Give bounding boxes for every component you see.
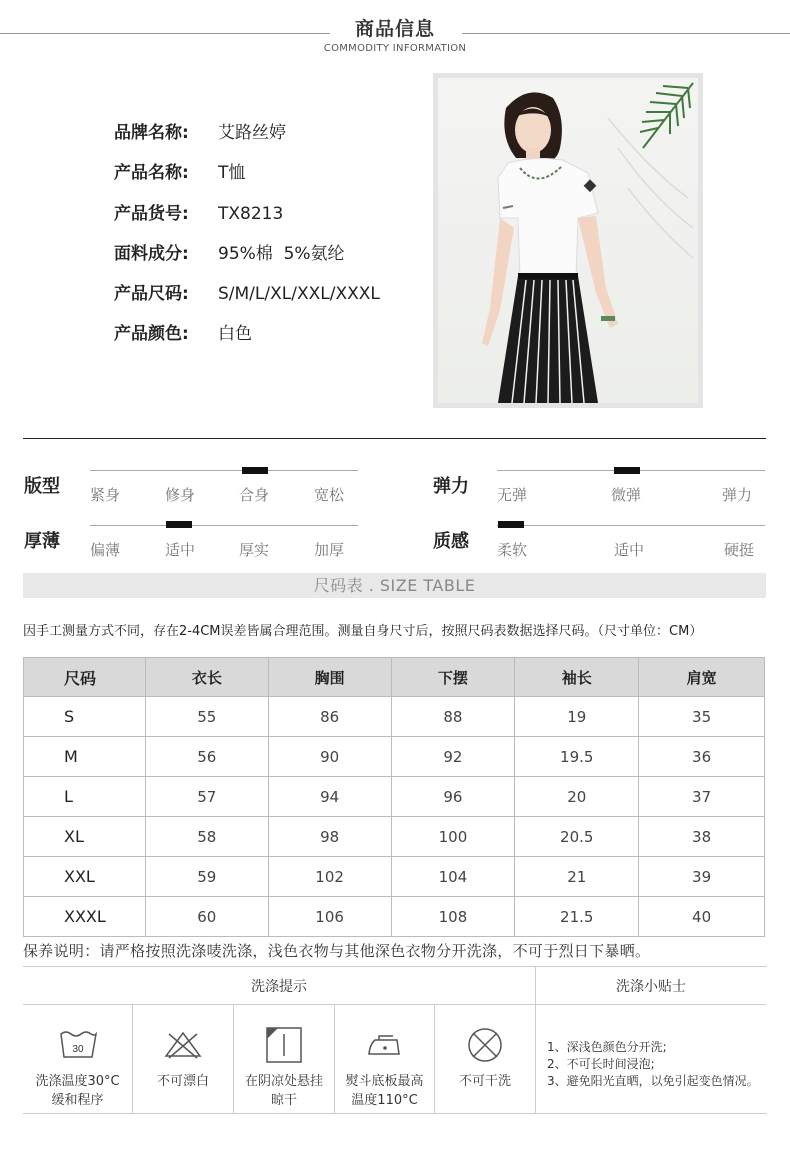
info-value: TX8213 [218,204,284,224]
size-table-header: 衣长 [145,658,268,697]
wash-temp: 30 [71,1044,84,1055]
info-value: 95%棉 5%氨纶 [218,244,345,264]
wash-tip: 1、深浅色颜色分开洗; [547,1040,667,1054]
size-cell: 35 [639,697,765,737]
size-cell: 59 [145,857,268,897]
wash-label [23,1072,132,1110]
info-sizes [114,279,380,304]
table-row [24,697,765,737]
wash-border-top [23,966,766,967]
wash-label [133,1072,233,1091]
attr-texture-option: 硬挺 [724,541,755,559]
attr-elasticity-option: 弹力 [722,486,753,504]
size-cell: S [24,697,146,737]
attr-fit-option: 修身 [165,486,196,504]
attr-fit-option: 宽松 [314,486,345,504]
size-cell: 94 [268,777,391,817]
info-label: 产品货号: [114,204,189,224]
attr-elasticity-title: 弹力 [433,476,469,497]
size-table-header: 肩宽 [639,658,765,697]
size-cell: XXXL [24,897,146,937]
size-cell: 56 [145,737,268,777]
size-cell: 104 [391,857,515,897]
size-cell: 90 [268,737,391,777]
size-cell: 98 [268,817,391,857]
table-row [24,897,765,937]
info-item-number [114,199,283,224]
palm-leaf-icon [640,83,693,148]
size-cell: 19.5 [515,737,639,777]
size-cell: XXL [24,857,146,897]
wash-border-bottom [23,1113,766,1114]
size-table-note: 因手工测量方式不同，存在2-4CM误差皆属合理范围。测量自身尺寸后，按照尺码表数据选择尺码。（尺寸单位：CM） [23,624,703,639]
size-cell: 58 [145,817,268,857]
wash-label-line: 在阴凉处悬挂 [244,1074,323,1089]
size-cell: 36 [639,737,765,777]
info-label: 品牌名称: [114,123,189,143]
size-table-header: 胸围 [268,658,391,697]
attr-fit-option: 紧身 [90,486,121,504]
wash-label-line: 熨斗底板最高 [345,1074,424,1089]
product-photo [433,73,703,408]
size-cell: 21 [515,857,639,897]
attr-elasticity-option: 微弹 [611,486,642,504]
size-cell: 100 [391,817,515,857]
size-cell: 60 [145,897,268,937]
wash-label [435,1072,535,1091]
table-row [24,737,765,777]
size-cell: M [24,737,146,777]
info-brand [114,118,286,143]
attr-elasticity-option: 无弹 [497,486,528,504]
info-label: 面料成分: [114,244,189,264]
attr-elasticity-indicator [614,467,640,474]
attr-texture-option: 适中 [614,541,645,559]
attr-thickness-option: 加厚 [314,541,345,559]
size-table-header: 袖长 [515,658,639,697]
size-cell: 19 [515,697,639,737]
size-table-banner: 尺码表 . SIZE TABLE [23,573,766,598]
wash-label-line: 不可干洗 [458,1074,511,1089]
attr-thickness-title: 厚薄 [24,531,60,552]
attr-fit-scale [90,470,358,471]
size-cell: 96 [391,777,515,817]
info-value: 艾路丝婷 [218,123,286,143]
wash-tips [547,1039,759,1090]
wash-label-line: 洗涤温度30°C [35,1074,120,1089]
attr-thickness-option: 厚实 [239,541,270,559]
info-value: 白色 [218,324,252,344]
size-cell: 106 [268,897,391,937]
info-label: 产品颜色: [114,324,189,344]
wash-30-icon [23,1025,132,1065]
size-cell: 38 [639,817,765,857]
attr-thickness-indicator [166,521,192,528]
attr-fit-title: 版型 [24,476,60,497]
no-bleach-icon [133,1025,233,1065]
size-table [23,657,765,937]
size-cell: 88 [391,697,515,737]
info-value: S/M/L/XL/XXL/XXXL [218,284,380,304]
size-cell: 21.5 [515,897,639,937]
section-subtitle: COMMODITY INFORMATION [323,43,467,54]
table-row [24,857,765,897]
wash-label-line: 晾干 [270,1093,297,1108]
size-cell: 108 [391,897,515,937]
wash-tip: 3、避免阳光直晒，以免引起变色情况。 [547,1074,759,1088]
section-title: 商品信息 [354,18,435,40]
size-cell: 102 [268,857,391,897]
attr-fit-indicator [242,467,268,474]
table-row [24,817,765,857]
info-product-name [114,158,245,183]
size-table-header: 尺码 [24,658,146,697]
size-table-header: 下摆 [391,658,515,697]
wash-item [23,1005,132,1113]
size-cell: 86 [268,697,391,737]
size-cell: L [24,777,146,817]
iron-low-icon [335,1025,434,1065]
care-instructions: 保养说明：请严格按照洗涤唛洗涤，浅色衣物与其他深色衣物分开洗涤，不可于烈日下暴晒。 [23,942,651,960]
table-row [24,777,765,817]
model-illustration [438,78,698,403]
wash-heading: 洗涤提示 [251,979,307,995]
section-divider [23,438,766,439]
size-table-header-row [24,658,765,697]
info-color [114,319,252,344]
size-cell: 92 [391,737,515,777]
no-dry-clean-icon [435,1025,535,1065]
info-value: T恤 [218,163,246,183]
hang-dry-shade-icon [234,1025,334,1065]
size-cell: 40 [639,897,765,937]
size-cell: 37 [639,777,765,817]
wash-item [435,1005,535,1113]
attr-fit-option: 合身 [239,486,270,504]
wash-label [335,1072,434,1110]
info-fabric [114,239,345,264]
wash-label-line: 缓和程序 [51,1093,104,1108]
wash-label-line: 温度110°C [351,1093,418,1108]
size-cell: 55 [145,697,268,737]
attr-thickness-scale [90,525,358,526]
wash-tip: 2、不可长时间浸泡; [547,1057,655,1071]
size-cell: 57 [145,777,268,817]
attr-texture-title: 质感 [433,531,469,552]
attr-thickness-option: 适中 [165,541,196,559]
attr-texture-indicator [498,521,524,528]
wash-item [133,1005,233,1113]
info-label: 产品尺码: [114,284,189,304]
wash-item [234,1005,334,1113]
size-cell: 20.5 [515,817,639,857]
wash-item [335,1005,434,1113]
attr-texture-option: 柔软 [497,541,528,559]
size-cell: XL [24,817,146,857]
wash-label [234,1072,334,1110]
info-label: 产品名称: [114,163,189,183]
size-cell: 20 [515,777,639,817]
attr-texture-scale [497,525,765,526]
wash-tips-heading: 洗涤小贴士 [616,979,686,995]
attr-thickness-option: 偏薄 [90,541,121,559]
size-cell: 39 [639,857,765,897]
wash-label-line: 不可漂白 [156,1074,209,1089]
